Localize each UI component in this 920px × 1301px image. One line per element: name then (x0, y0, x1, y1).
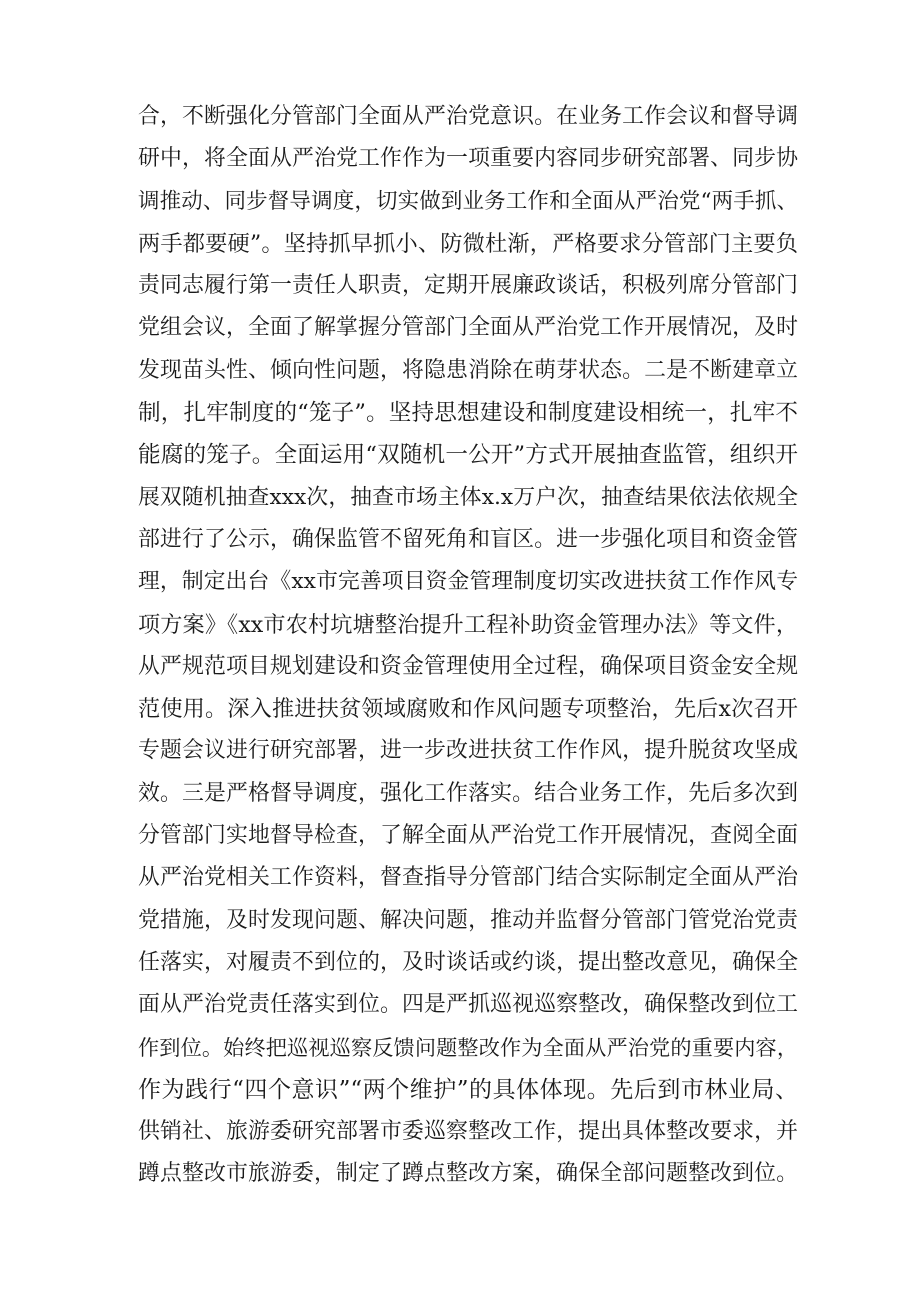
text-line: 研中，将全面从严治党工作作为一项重要内容同步研究部署、同步协 (138, 146, 798, 172)
text-line: 能腐的笼子。全面运用“双随机一公开”方式开展抽查监管，组织开 (138, 442, 798, 469)
text-line: 党组会议，全面了解掌握分管部门全面从严治党工作开展情况，及时 (138, 315, 798, 341)
text-line: 作为践行“四个意识”“两个维护”的具体体现。先后到市林业局、 (138, 1076, 798, 1103)
text-line: 两手都要硬”。坚持抓早抓小、防微杜渐，严格要求分管部门主要负 (138, 230, 798, 257)
text-line: 合，不断强化分管部门全面从严治党意识。在业务工作会议和督导调 (138, 104, 798, 129)
text-line: 作到位。始终把巡视巡察反馈问题整改作为全面从严治党的重要内容， (138, 1034, 798, 1060)
text-line: 蹲点整改市旅游委，制定了蹲点整改方案，确保全部问题整改到位。 (138, 1161, 798, 1187)
text-line: 项方案》《xx市农村坑塘整治提升工程补助资金管理办法》等文件， (138, 611, 798, 638)
text-line: 效。三是严格督导调度，强化工作落实。结合业务工作，先后多次到 (138, 780, 798, 806)
text-line: 任落实，对履责不到位的，及时谈话或约谈，提出整改意见，确保全 (138, 949, 798, 975)
text-line: 展双随机抽查xxx次，抽查市场主体x.x万户次，抽查结果依法依规全 (138, 484, 798, 510)
text-line: 制，扎牢制度的“笼子”。坚持思想建设和制度建设相统一，扎牢不 (138, 400, 798, 427)
text-line: 责同志履行第一责任人职责，定期开展廉政谈话，积极列席分管部门 (138, 273, 798, 299)
text-line: 发现苗头性、倾向性问题，将隐患消除在萌芽状态。二是不断建章立 (138, 357, 798, 383)
text-line: 部进行了公示，确保监管不留死角和盲区。进一步强化项目和资金管 (138, 526, 798, 552)
text-line: 党措施，及时发现问题、解决问题，推动并监督分管部门管党治党责 (138, 907, 798, 933)
text-line: 理，制定出台《xx市完善项目资金管理制度切实改进扶贫工作作风专 (138, 569, 798, 595)
text-line: 分管部门实地督导检查，了解全面从严治党工作开展情况，查阅全面 (138, 823, 798, 849)
text-line: 面从严治党责任落实到位。四是严抓巡视巡察整改，确保整改到位工 (138, 992, 798, 1018)
text-line: 范使用。深入推进扶贫领域腐败和作风问题专项整治，先后x次召开 (138, 696, 798, 723)
body-text (138, 96, 798, 1196)
text-line: 专题会议进行研究部署，进一步改进扶贫工作作风，提升脱贫攻坚成 (138, 738, 798, 764)
text-line: 供销社、旅游委研究部署市委巡察整改工作，提出具体整改要求，并 (138, 1119, 798, 1145)
text-line: 从严治党相关工作资料，督查指导分管部门结合实际制定全面从严治 (138, 865, 798, 891)
text-line: 从严规范项目规划建设和资金管理使用全过程，确保项目资金安全规 (138, 653, 798, 679)
text-line: 调推动、同步督导调度，切实做到业务工作和全面从严治党“两手抓、 (138, 188, 798, 214)
